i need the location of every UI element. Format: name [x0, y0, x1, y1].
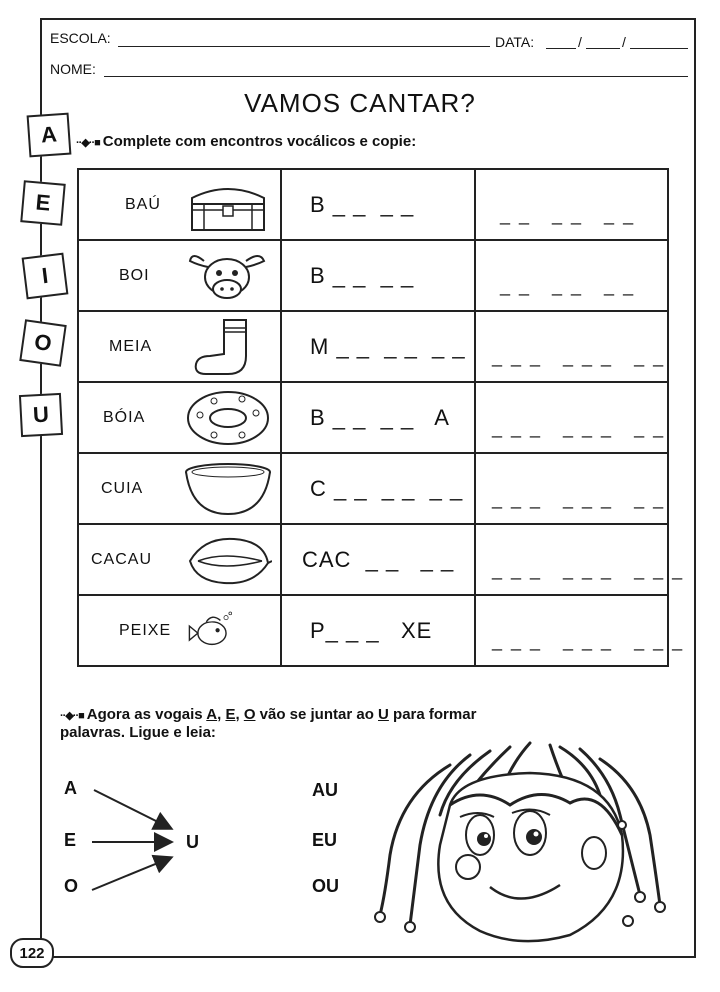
instruction-complete: ··◆··■ Complete com encontros vocálicos e copie: — [76, 133, 417, 150]
copy-blanks: _ _ _ _ _ _ — [500, 275, 636, 296]
word-pattern: B _ _ _ _ — [310, 191, 415, 217]
vowel-box: U — [19, 393, 63, 437]
copy-blanks: _ _ _ _ _ _ _ _ — [492, 346, 666, 367]
date-separator: / — [578, 34, 582, 50]
copy-blanks: _ _ _ _ _ _ _ _ _ — [492, 559, 685, 580]
left-vowel[interactable]: A — [64, 778, 77, 798]
vowel-box: O — [19, 319, 66, 366]
name-label: NOME: — [50, 61, 96, 77]
copy-blanks: _ _ _ _ _ _ _ _ _ — [492, 630, 685, 651]
copy-blanks: _ _ _ _ _ _ _ _ — [492, 488, 666, 509]
result-word[interactable]: AU — [312, 780, 338, 800]
copy-blanks: _ _ _ _ _ _ — [500, 204, 636, 225]
copy-blanks: _ _ _ _ _ _ _ _ — [492, 417, 666, 438]
left-vowel[interactable]: O — [64, 876, 79, 896]
word-pattern: P_ _ _ XE — [310, 617, 433, 643]
left-vowel[interactable]: E — [64, 830, 77, 850]
girl-face-illustration — [360, 735, 690, 950]
page-number: 122 — [10, 938, 54, 968]
word-label: MEIA — [109, 337, 153, 355]
word-pattern: B _ _ _ _ — [310, 262, 415, 288]
word-label: BAÚ — [125, 195, 161, 213]
word-label: CUIA — [101, 479, 144, 497]
bullet-decoration-icon: ··◆··■ — [60, 710, 84, 722]
date-separator: / — [622, 34, 626, 50]
word-pattern: B _ _ _ _ A — [310, 404, 450, 430]
center-vowel[interactable]: U — [186, 832, 199, 852]
word-pattern: M _ _ _ _ _ _ — [310, 333, 466, 359]
word-label: BOI — [119, 266, 150, 284]
date-label: DATA: — [495, 34, 535, 50]
instruction-vowels: ··◆··■ Agora as vogais A, E, O vão se juntar ao U para formar — [60, 706, 477, 723]
vowel-box: A — [27, 113, 72, 158]
word-pattern: C _ _ _ _ _ _ — [310, 475, 464, 501]
instruction-vowels-line2: palavras. Ligue e leia: — [60, 724, 216, 741]
school-label: ESCOLA: — [50, 30, 111, 46]
word-label: PEIXE — [119, 621, 172, 639]
page-title: VAMOS CANTAR? — [244, 88, 476, 118]
word-label: BÓIA — [103, 408, 146, 426]
word-pattern: CAC _ _ _ _ — [302, 546, 455, 572]
vowel-box: E — [20, 180, 66, 226]
bullet-decoration-icon: ··◆··■ — [76, 137, 100, 149]
result-word[interactable]: OU — [312, 876, 339, 896]
vowel-box: I — [22, 253, 69, 300]
result-word[interactable]: EU — [312, 830, 338, 850]
word-label: CACAU — [91, 550, 153, 568]
